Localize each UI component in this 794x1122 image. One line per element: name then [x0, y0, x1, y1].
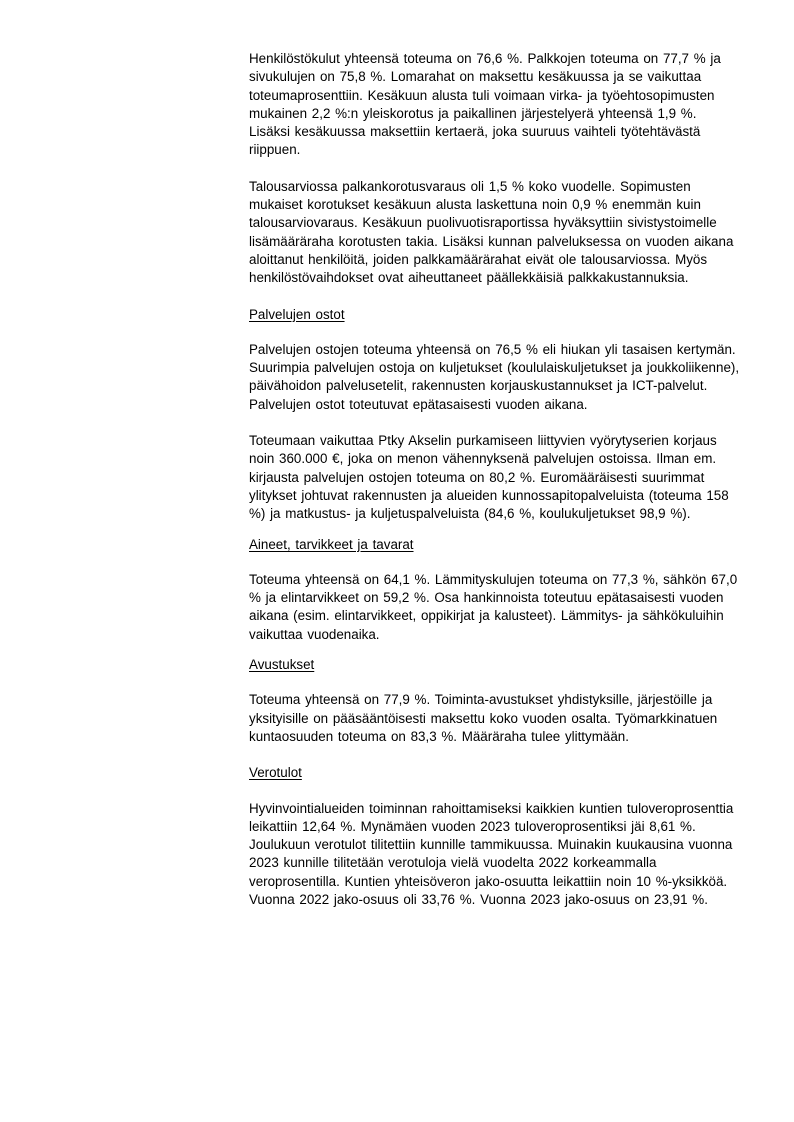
- paragraph-henkilostokulut: Henkilöstökulut yhteensä toteuma on 76,6 %. Palkkojen toteuma on 77,7 % ja sivukulujen on 75,8 %. Lomarahat on maksettu kesäkuussa ja se vaikuttaa toteumaprosenttiin. Kesäkuun alusta tuli voimaan virka- ja työehtosopimusten mukainen 2,2 %:n yleiskorotus ja paikallinen järjestelyerä yhteensä 1,9 %. Lisäksi kesäkuussa maksettiin kertaerä, joka suuruus vaihteli työtehtävästä riippuen.: [249, 51, 721, 158]
- paragraph-toteumaan-vaikuttaa: Toteumaan vaikuttaa Ptky Akselin purkamiseen liittyvien vyörytyserien korjaus noin 360.000 €, joka on menon vähennyksenä palvelujen ostoissa. Ilman em. kirjausta palvelujen ostojen toteuma on 80,2 %. Euromääräisesti suurimmat ylitykset johtuvat rakennusten ja alueiden kunnossapitopalveluista (toteuma 158 %) ja matkustus- ja kuljetuspalveluista (84,6 %, koulukuljetukset 98,9 %).: [249, 433, 729, 522]
- heading-palvelujen-ostot: Palvelujen ostot: [249, 306, 345, 322]
- paragraph-verotulot: Hyvinvointialueiden toiminnan rahoittamiseksi kaikkien kuntien tuloveroprosenttia leikattiin 12,64 %. Mynämäen vuoden 2023 tuloveroprosentiksi jäi 8,61 %. Joulukuun verotulot tilitettiin kunnille tammikuussa. Muinakin kuukausina vuonna 2023 kunnille tilitetään verotuloja vielä vuodelta 2022 korkeammalla veroprosentilla. Kuntien yhteisöveron jako-osuutta leikattiin noin 10 %-yksikköä. Vuonna 2022 jako-osuus oli 33,76 %. Vuonna 2023 jako-osuus on 23,91 %.: [249, 800, 734, 907]
- paragraph-aineet-toteuma: Toteuma yhteensä on 64,1 %. Lämmityskulujen toteuma on 77,3 %, sähkön 67,0 % ja elintarvikkeet on 59,2 %. Osa hankinnoista toteutuu epätasaisesti vuoden aikana (esim. elintarvikkeet, oppikirjat ja kalusteet). Lämmitys- ja sähkökuluihin vaikuttaa vuodenaika.: [249, 571, 738, 642]
- heading-aineet-tarvikkeet: Aineet, tarvikkeet ja tavarat: [249, 536, 414, 552]
- heading-verotulot: Verotulot: [249, 765, 302, 781]
- heading-avustukset: Avustukset: [249, 657, 315, 673]
- paragraph-avustukset-toteuma: Toteuma yhteensä on 77,9 %. Toiminta-avustukset yhdistyksille, järjestöille ja yksityisille on pääsääntöisesti maksettu koko vuoden osalta. Työmarkkinatuen kuntaosuuden toteuma on 83,3 %. Määräraha tulee ylittymään.: [249, 692, 718, 744]
- document-page: [249, 50, 741, 927]
- paragraph-palvelujen-ostot: Palvelujen ostojen toteuma yhteensä on 76,5 % eli hiukan yli tasaisen kertymän. Suurimpia palvelujen ostoja on kuljetukset (koululaiskuljetukset ja joukkoliikenne), päivähoidon palvelusetelit, rakennusten korjauskustannukset ja ICT-palvelut. Palvelujen ostot toteutuvat epätasaisesti vuoden aikana.: [249, 341, 740, 412]
- paragraph-palkankorotusvaraus: Talousarviossa palkankorotusvaraus oli 1,5 % koko vuodelle. Sopimusten mukaiset korotukset kesäkuun alusta laskettuna noin 0,9 % enemmän kuin talousarviovaraus. Kesäkuun puolivuotisraportissa hyväksyttiin sivistystoimelle lisämääräraha korotusten takia. Lisäksi kunnan palveluksessa on vuoden aikana aloittanut henkilöitä, joiden palkkamäärärahat eivät ole talousarviossa. Myös henkilöstövaihdokset ovat aiheuttaneet päällekkäisiä palkkakustannuksia.: [249, 178, 734, 286]
